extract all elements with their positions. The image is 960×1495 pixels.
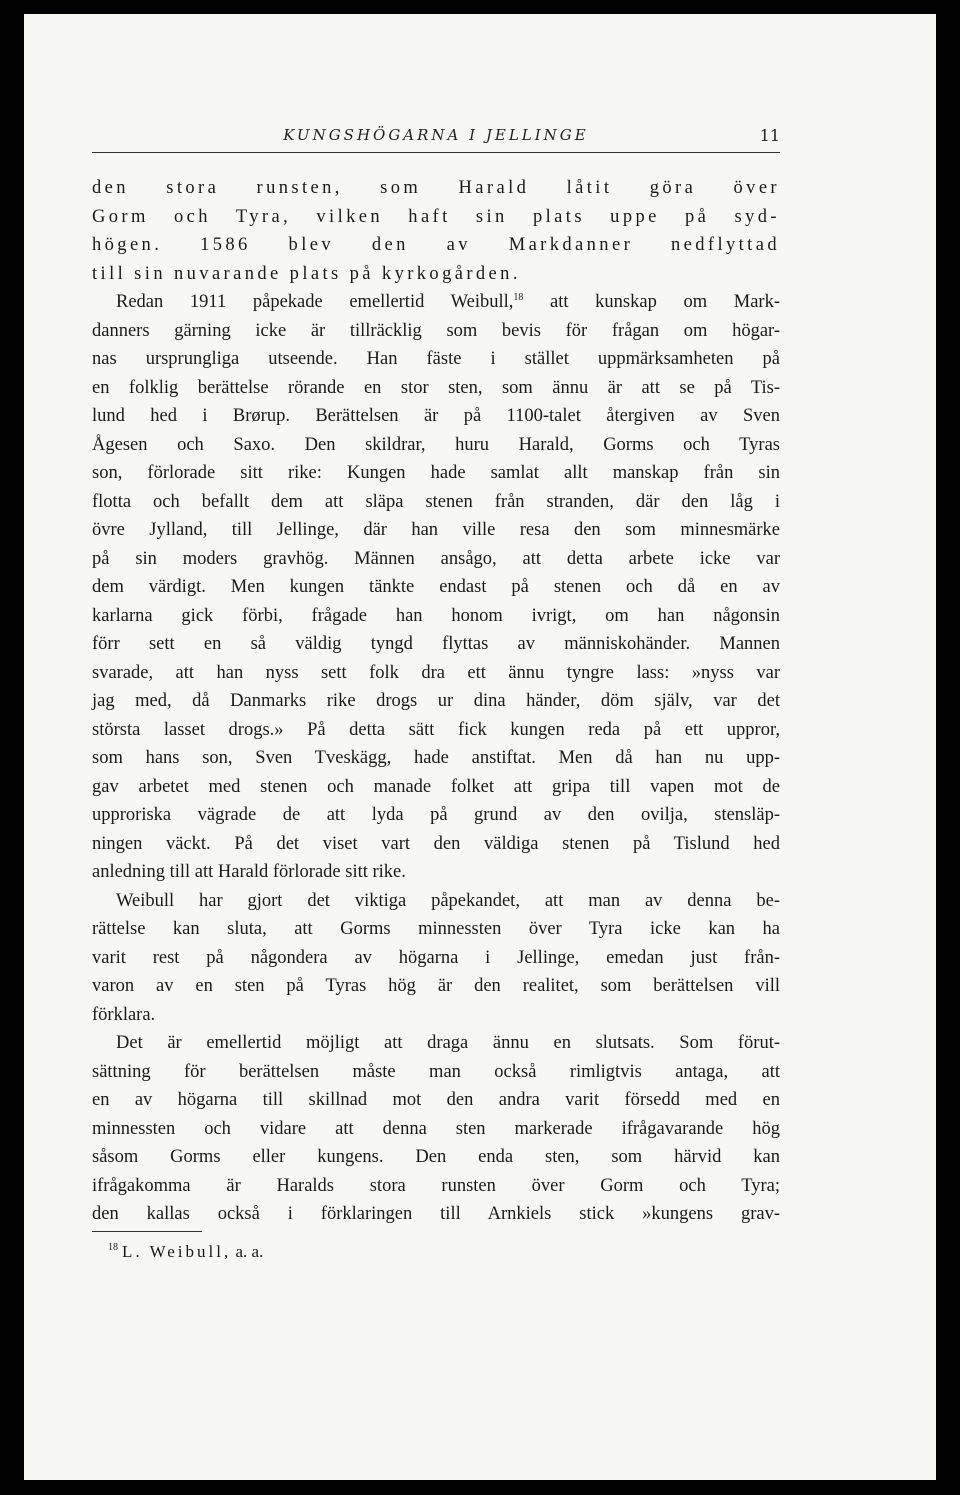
text-line: gav arbetet med stenen och manade folket att gripa till vapen mot de: [92, 776, 780, 797]
page-number: 11: [759, 126, 780, 145]
footnote-rule: [92, 1231, 202, 1232]
text-line: såsom Gorms eller kungens. Den enda sten, som härvid kan: [92, 1147, 780, 1167]
text-line: Weibull har gjort det viktiga påpekandet, att man av denna be-: [116, 890, 780, 911]
text-line: största lasset drogs.» På detta sätt fick kungen reda på ett uppror,: [92, 719, 780, 740]
text-line: övre Jylland, till Jellinge, där han ville resa den som minnesmärke: [92, 520, 780, 540]
text-line: karlarna gick förbi, frågade han honom ivrigt, om han någonsin: [92, 605, 780, 626]
text-line: som hans son, Sven Tveskägg, hade anstiftat. Men då han nu upp-: [92, 748, 780, 768]
text-line: Det är emellertid möjligt att draga ännu en slutsats. Som förut-: [116, 1033, 780, 1053]
text-line: ifrågakomma är Haralds stora runsten över Gorm och Tyra;: [92, 1175, 780, 1196]
text-line: den kallas också i förklaringen till Arnkiels stick »kungens grav-: [92, 1204, 780, 1224]
running-title: KUNGSHÖGARNA I JELLINGE: [283, 126, 589, 144]
body-text: [92, 174, 780, 1229]
text-line: sättning för berättelsen måste man också rimligtvis antaga, att: [92, 1061, 780, 1082]
footnote-author: L. Weibull,: [122, 1242, 232, 1261]
running-header: [92, 124, 780, 153]
text-line: svarade, att han nyss sett folk dra ett ännu tyngre lass: »nyss var: [92, 662, 780, 683]
text-line: den stora runsten, som Harald låtit göra över: [92, 178, 780, 198]
text-line: ningen väckt. På det viset vart den väldiga stenen på Tislund hed: [92, 833, 780, 854]
text-line: en av högarna till skillnad mot den andra varit försedd med en: [92, 1090, 780, 1110]
footnote: [108, 1242, 263, 1262]
text-line: jag med, då Danmarks rike drogs ur dina händer, döm själv, var det: [92, 691, 780, 711]
footnote-text: a. a.: [231, 1242, 264, 1261]
text-line: Ågesen och Saxo. Den skildrar, huru Harald, Gorms och Tyras: [92, 434, 780, 455]
text-line: Gorm och Tyra, vilken haft sin plats uppe på syd-: [92, 206, 780, 227]
text-segment: att kunskap om Mark-: [523, 292, 780, 312]
text-line: på sin moders gravhög. Männen ansågo, att detta arbete icke var: [92, 548, 780, 569]
text-segment: Redan 1911 påpekade emellertid Weibull,: [116, 292, 514, 312]
text-line: till sin nuvarande plats på kyrkogården.: [92, 263, 521, 284]
text-line: anledning till att Harald förlorade sitt rike.: [92, 862, 406, 882]
text-line: en folklig berättelse rörande en stor sten, som ännu är att se på Tis-: [92, 377, 780, 398]
footnote-ref: 18: [513, 291, 524, 303]
text-line: varon av en sten på Tyras hög är den realitet, som berättelsen vill: [92, 976, 780, 996]
text-line: varit rest på någondera av högarna i Jellinge, emedan just från-: [92, 947, 780, 968]
text-line: flotta och befallt dem att släpa stenen från stranden, där den låg i: [92, 491, 780, 512]
text-line: förklara.: [92, 1004, 156, 1025]
text-line: förr sett en så väldig tyngd flyttas av människohänder. Mannen: [92, 634, 780, 654]
text-line-with-footnote-ref: [92, 288, 780, 317]
text-line: upproriska vägrade de att lyda på grund av den ovilja, stensläp-: [92, 805, 780, 825]
text-line: minnessten och vidare att denna sten markerade ifrågavarande hög: [92, 1118, 780, 1139]
text-line: dem värdigt. Men kungen tänkte endast på stenen och då en av: [92, 577, 780, 597]
text-line: danners gärning icke är tillräcklig som bevis för frågan om högar-: [92, 320, 780, 341]
text-line: högen. 1586 blev den av Markdanner nedflyttad: [92, 235, 780, 255]
text-line: lund hed i Brørup. Berättelsen är på 1100-talet återgiven av Sven: [92, 406, 780, 426]
text-line: rättelse kan sluta, att Gorms minnessten över Tyra icke kan ha: [92, 919, 780, 939]
footnote-mark: 18: [108, 1242, 118, 1254]
text-line: nas ursprungliga utseende. Han fäste i stället uppmärksamheten på: [92, 349, 780, 369]
text-line: son, förlorade sitt rike: Kungen hade samlat allt manskap från sin: [92, 463, 780, 483]
